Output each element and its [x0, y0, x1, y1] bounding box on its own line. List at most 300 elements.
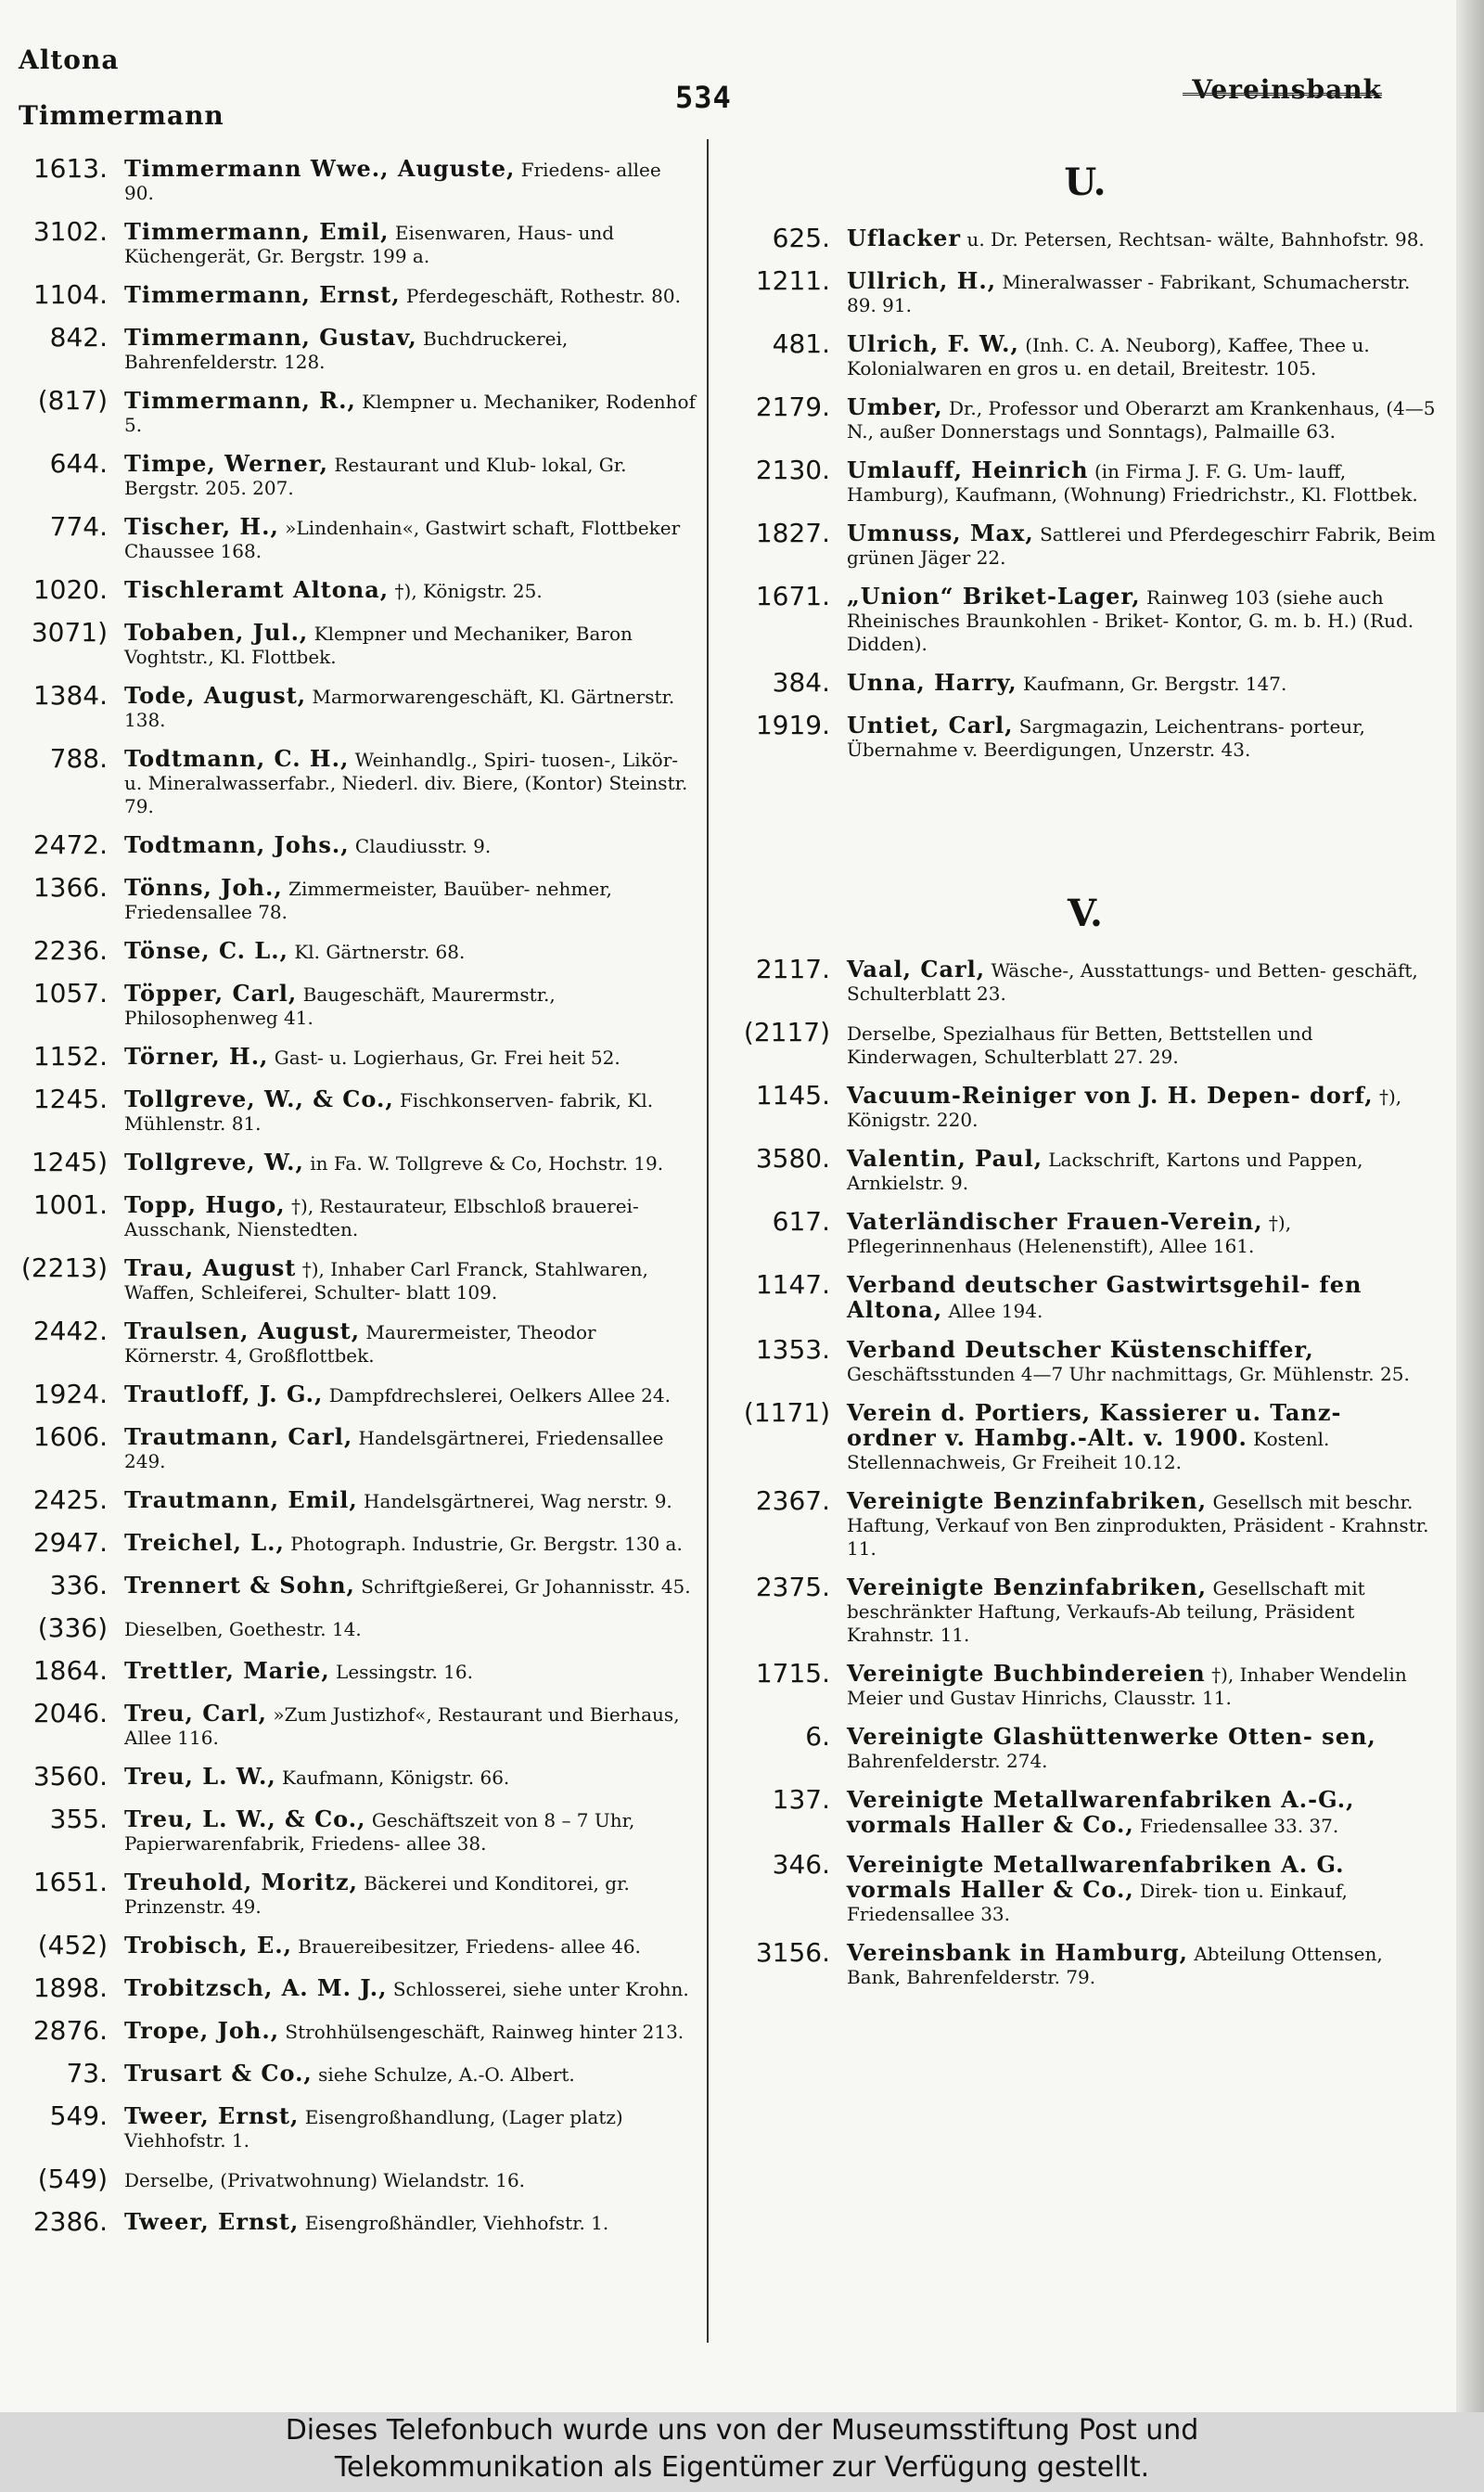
entry-name: Tweer, Ernst,	[124, 2102, 300, 2129]
entry-name: Tischleramt Altona,	[124, 576, 390, 603]
directory-entry	[733, 518, 1438, 570]
phone-number: (452)	[37, 1930, 108, 1960]
entry-name: Tischer, H.,	[124, 513, 279, 540]
entry-text	[124, 1930, 696, 1959]
directory-entry	[19, 1189, 696, 1241]
entry-details: Bäckerei und Konditorei, gr. Prinzenstr. 49.	[124, 1872, 630, 1918]
entry-details: »Zum Justizhof«, Restaurant und Bierhaus, Allee 116.	[124, 1703, 680, 1749]
phone-number: 336.	[49, 1570, 108, 1600]
directory-entry	[19, 1484, 696, 1516]
header-city: Altona	[19, 45, 120, 75]
entry-details: Kaufmann, Gr. Bergstr. 147.	[1017, 673, 1287, 695]
phone-number: 2117.	[755, 954, 830, 984]
phone-number: 2367.	[755, 1485, 830, 1516]
phone-number: 1057.	[32, 978, 108, 1008]
entry-details: Gesellsch mit beschr. Haftung, Verkauf von Ben zinprodukten, Präsident - Krahnstr. 11.	[847, 1491, 1429, 1560]
entry-name: Umlauff, Heinrich	[847, 456, 1089, 483]
entry-text	[124, 574, 696, 603]
directory-entry	[733, 1206, 1438, 1258]
entry-text	[847, 581, 1438, 656]
directory-entry	[19, 617, 696, 669]
page-number: 534	[675, 80, 732, 115]
entry-name: Trobisch, E.,	[124, 1932, 292, 1959]
entry-text	[847, 328, 1438, 380]
header-rule	[1183, 93, 1382, 96]
phone-number: 774.	[49, 511, 108, 542]
entry-name: Vereinigte Metallwarenfabriken A.-G., vormals Haller & Co.,	[847, 1786, 1355, 1838]
entry-details: Maurermeister, Theodor Körnerstr. 4, Großflottbek.	[124, 1321, 596, 1367]
entry-details: †), Restaurateur, Elbschloß brauerei-Ausschank, Nienstedten.	[124, 1195, 639, 1240]
entry-text	[124, 617, 696, 669]
phone-number: 1366.	[32, 872, 108, 903]
directory-entry	[733, 1937, 1438, 1989]
entry-name: Todtmann, Johs.,	[124, 831, 350, 858]
entry-name: Unna, Harry,	[847, 669, 1017, 696]
entry-details: Friedensallee 33. 37.	[1133, 1815, 1339, 1837]
entry-text	[847, 954, 1438, 1006]
phone-number: 1827.	[755, 518, 830, 548]
entry-details: Abteilung Ottensen, Bank, Bahrenfelderstr. 79.	[847, 1943, 1383, 1988]
entry-text	[124, 935, 696, 964]
entry-name: Treu, Carl,	[124, 1700, 267, 1727]
entry-text	[124, 1570, 696, 1599]
phone-number: 549.	[49, 2100, 108, 2131]
entry-text	[124, 1972, 696, 2001]
entry-text	[124, 2015, 696, 2044]
entry-details: Dampfdrechslerei, Oelkers Allee 24.	[323, 1384, 671, 1407]
entry-name: Trautmann, Emil,	[124, 1486, 358, 1513]
phone-number: 481.	[772, 328, 830, 359]
entry-details: Buchdruckerei, Bahrenfelderstr. 128.	[124, 328, 569, 373]
entry-name: Töpper, Carl,	[124, 980, 298, 1007]
entry-name: Vaterländischer Frauen-Verein,	[847, 1208, 1263, 1235]
entry-text	[847, 1397, 1438, 1474]
phone-number: 1671.	[755, 581, 830, 611]
directory-entry	[733, 954, 1438, 1006]
entry-details: Derselbe, (Privatwohnung) Wielandstr. 16.	[124, 2169, 526, 2191]
entry-text	[124, 216, 696, 268]
entry-text	[124, 322, 696, 374]
entry-details: Handelsgärtnerei, Friedensallee 249.	[124, 1427, 664, 1472]
directory-entry	[733, 1485, 1438, 1561]
entry-text	[124, 1527, 696, 1556]
phone-number: 1245)	[31, 1147, 108, 1177]
entry-details: Lackschrift, Kartons und Pappen, Arnkielstr. 9.	[847, 1149, 1363, 1194]
entry-name: Timmermann, R.,	[124, 387, 356, 414]
entry-details: Kl. Gärtnerstr. 68.	[288, 941, 466, 963]
phone-number: 1924.	[32, 1379, 108, 1409]
footer-line-2: Telekommunikation als Eigentümer zur Verfügung gestellt.	[334, 2451, 1150, 2484]
directory-entry	[19, 1804, 696, 1856]
entry-text	[124, 1252, 696, 1304]
entry-details: Baugeschäft, Maurermstr., Philosophenweg 41.	[124, 983, 556, 1029]
directory-entry	[19, 574, 696, 606]
entry-details: †), Inhaber Wendelin Meier und Gustav Hinrichs, Clausstr. 11.	[847, 1663, 1407, 1709]
entry-name: Timmermann Wwe., Auguste,	[124, 155, 516, 182]
phone-number: 6.	[805, 1721, 830, 1752]
section-letter-v: V.	[1068, 892, 1103, 935]
entry-name: Vereinsbank in Hamburg,	[847, 1939, 1188, 1966]
entry-text	[124, 1189, 696, 1241]
phone-number: (549)	[37, 2164, 108, 2194]
entry-details: Pferdegeschäft, Rothestr. 80.	[400, 285, 681, 307]
entry-name: Timmermann, Emil,	[124, 218, 390, 245]
phone-number: (2213)	[20, 1252, 108, 1283]
directory-entry	[733, 667, 1438, 699]
phone-number: 1606.	[32, 1421, 108, 1452]
entry-name: Timmermann, Gustav,	[124, 324, 417, 351]
entry-text	[124, 511, 696, 563]
directory-entry	[19, 511, 696, 563]
left-column	[19, 153, 696, 2249]
phone-number: 1651.	[32, 1867, 108, 1897]
entry-text	[124, 1867, 696, 1919]
directory-entry	[19, 2015, 696, 2047]
phone-number: 2130.	[755, 455, 830, 485]
entry-details: Schriftgießerei, Gr Johannisstr. 45.	[354, 1575, 691, 1598]
entry-text	[124, 153, 696, 205]
phone-number: 3071)	[31, 617, 108, 648]
entry-text	[124, 1316, 696, 1368]
footer-line-1: Dieses Telefonbuch wurde uns von der Museumsstiftung Post und	[285, 2414, 1199, 2447]
entry-details: Schlosserei, siehe unter Krohn.	[387, 1978, 689, 2000]
entry-text	[124, 1379, 696, 1407]
directory-entry	[19, 1655, 696, 1687]
entry-text	[847, 1849, 1438, 1926]
phone-number: 1020.	[32, 574, 108, 605]
entry-text	[847, 1485, 1438, 1561]
entry-text	[847, 1658, 1438, 1710]
entry-details: Geschäftsstunden 4—7 Uhr nachmittags, Gr. Mühlenstr. 25.	[847, 1363, 1410, 1385]
directory-entry	[733, 1017, 1438, 1069]
entry-name: Tollgreve, W., & Co.,	[124, 1085, 394, 1112]
directory-entry	[733, 1572, 1438, 1647]
phone-number: 1384.	[32, 680, 108, 711]
entry-details: Zimmermeister, Bauüber- nehmer, Friedensallee 78.	[124, 878, 612, 923]
entry-text	[847, 667, 1438, 696]
phone-number: 73.	[66, 2058, 108, 2088]
phone-number: 2442.	[32, 1316, 108, 1346]
entry-text	[124, 680, 696, 732]
directory-entry	[733, 1721, 1438, 1773]
entry-text	[124, 1761, 696, 1790]
phone-number: 1715.	[755, 1658, 830, 1689]
section-letter-u: U.	[1064, 161, 1107, 204]
directory-entry	[19, 322, 696, 374]
entry-text	[847, 1572, 1438, 1647]
entry-details: Direk- tion u. Einkauf, Friedensallee 33.	[847, 1880, 1348, 1925]
entry-name: Tode, August,	[124, 682, 307, 709]
entry-text	[847, 265, 1438, 317]
directory-entry	[733, 455, 1438, 507]
phone-number: 1211.	[755, 265, 830, 296]
phone-number: 2947.	[32, 1527, 108, 1558]
entry-details: Kaufmann, Königstr. 66.	[275, 1766, 510, 1789]
directory-entry	[733, 1784, 1438, 1838]
directory-entry	[733, 1269, 1438, 1323]
entry-name: Timpe, Werner,	[124, 450, 329, 477]
directory-entry	[733, 710, 1438, 762]
phone-number: 355.	[49, 1804, 108, 1834]
phone-number: 3156.	[755, 1937, 830, 1968]
phone-number: 1353.	[755, 1334, 830, 1365]
entry-text	[847, 518, 1438, 570]
entry-name: Treichel, L.,	[124, 1529, 285, 1556]
entry-text	[847, 1017, 1438, 1069]
entry-text	[124, 1612, 696, 1641]
entry-name: Tweer, Ernst,	[124, 2208, 300, 2235]
entry-text	[124, 978, 696, 1030]
directory-entry	[19, 1527, 696, 1559]
entry-text	[847, 710, 1438, 762]
directory-entry	[19, 872, 696, 924]
entry-details: Dieselben, Goethestr. 14.	[124, 1618, 362, 1640]
entry-text	[847, 223, 1438, 251]
entry-details: Weinhandlg., Spiri- tuosen-, Likör- u. Mineralwasserfabr., Niederl. div. Biere, (Kontor) Steinstr. 79.	[124, 749, 688, 817]
phone-number: (1171)	[743, 1397, 830, 1428]
entry-name: „Union“ Briket-Lager,	[847, 583, 1141, 610]
entry-name: Treuhold, Moritz,	[124, 1869, 358, 1895]
entry-text	[124, 872, 696, 924]
entry-details: Fischkonserven- fabrik, Kl. Mühlenstr. 81.	[124, 1089, 654, 1135]
directory-entry	[19, 829, 696, 861]
entry-text	[124, 1484, 696, 1513]
phone-number: 1864.	[32, 1655, 108, 1686]
phone-number: 2046.	[32, 1698, 108, 1728]
right-column	[733, 153, 1438, 2000]
entry-details: (in Firma J. F. G. Um- lauff, Hamburg), Kaufmann, (Wohnung) Friedrichstr., Kl. Flottbek.	[847, 460, 1418, 506]
entry-text	[124, 2100, 696, 2152]
entry-name: Verband deutscher Gastwirtsgehil- fen Altona,	[847, 1271, 1362, 1323]
entry-name: Trobitzsch, A. M. J.,	[124, 1974, 388, 2001]
entry-name: Ulrich, F. W.,	[847, 330, 1019, 357]
entry-text	[124, 1041, 696, 1070]
entry-name: Uflacker	[847, 225, 962, 251]
entry-details: in Fa. W. Tollgreve & Co, Hochstr. 19.	[303, 1152, 664, 1175]
entry-details: u. Dr. Petersen, Rechtsan- wälte, Bahnhofstr. 98.	[961, 228, 1425, 250]
entry-text	[124, 448, 696, 500]
entry-name: Trope, Joh.,	[124, 2017, 280, 2044]
entry-details: Lessingstr. 16.	[329, 1661, 473, 1683]
directory-entry	[19, 1867, 696, 1919]
directory-entry	[19, 2100, 696, 2152]
directory-entry	[19, 448, 696, 500]
directory-entry	[19, 1698, 696, 1750]
phone-number: 1919.	[755, 710, 830, 740]
directory-entry	[19, 1570, 696, 1601]
entry-details: (Inh. C. A. Neuborg), Kaffee, Thee u. Kolonialwaren en gros u. en detail, Breitestr. 105.	[847, 334, 1370, 379]
directory-entry	[19, 978, 696, 1030]
entry-text	[847, 1937, 1438, 1989]
entry-details: †), Inhaber Carl Franck, Stahlwaren, Waffen, Schleiferei, Schulter- blatt 109.	[124, 1258, 648, 1304]
phone-number: 1145.	[755, 1080, 830, 1111]
entry-details: Eisenwaren, Haus- und Küchengerät, Gr. Bergstr. 199 a.	[124, 222, 615, 267]
directory-entry	[19, 680, 696, 732]
entry-details: Photograph. Industrie, Gr. Bergstr. 130 a.	[284, 1533, 683, 1555]
entry-text	[124, 743, 696, 818]
entry-details: Gast- u. Logierhaus, Gr. Frei heit 52.	[268, 1047, 620, 1069]
entry-text	[847, 1721, 1438, 1773]
entry-text	[124, 829, 696, 858]
phone-number: 1898.	[32, 1972, 108, 2003]
directory-entry	[19, 1041, 696, 1073]
directory-entry	[733, 1334, 1438, 1386]
phone-number: 1245.	[32, 1084, 108, 1114]
phone-number: 2425.	[32, 1484, 108, 1515]
entry-details: Marmorwarengeschäft, Kl. Gärtnerstr. 138.	[124, 686, 675, 731]
directory-entry	[733, 1658, 1438, 1710]
entry-text	[847, 1334, 1438, 1386]
phone-number: 1001.	[32, 1189, 108, 1220]
entry-text	[847, 1080, 1438, 1132]
entry-details: †), Pflegerinnenhaus (Helenenstift), Allee 161.	[847, 1212, 1292, 1257]
directory-entry	[733, 581, 1438, 656]
entry-text	[847, 1206, 1438, 1258]
entry-details: Strohhülsengeschäft, Rainweg hinter 213.	[279, 2021, 684, 2043]
entry-details: Bahrenfelderstr. 274.	[847, 1750, 1048, 1772]
entry-text	[847, 1269, 1438, 1323]
entry-details: †), Königstr. 25.	[389, 580, 543, 602]
directory-entry	[19, 279, 696, 311]
entry-name: Trennert & Sohn,	[124, 1572, 355, 1599]
entry-name: Vaal, Carl,	[847, 956, 986, 983]
phone-number: 2236.	[32, 935, 108, 966]
phone-number: 788.	[49, 743, 108, 774]
entry-text	[124, 1698, 696, 1750]
entry-text	[847, 1143, 1438, 1195]
entry-text	[124, 1084, 696, 1136]
entry-details: Gesellschaft mit beschränkter Haftung, Verkaufs-Ab teilung, Präsident Krahnstr. 11.	[847, 1577, 1365, 1646]
entry-text	[847, 1784, 1438, 1838]
entry-name: Tollgreve, W.,	[124, 1149, 304, 1175]
entry-details: Rainweg 103 (siehe auch Rheinisches Braunkohlen - Briket- Kontor, G. m. b. H.) (Rud. Didden).	[847, 586, 1414, 655]
entry-details: Klempner und Mechaniker, Baron Voghtstr., Kl. Flottbek.	[124, 623, 633, 668]
directory-entry	[19, 216, 696, 268]
entry-text	[124, 385, 696, 437]
directory-entry	[733, 1143, 1438, 1195]
directory-entry	[19, 1761, 696, 1792]
entry-text	[847, 392, 1438, 443]
entry-name: Trusart & Co.,	[124, 2060, 313, 2087]
entry-text	[847, 455, 1438, 507]
directory-entry	[19, 1612, 696, 1644]
entry-details: Friedens- allee 90.	[124, 159, 661, 204]
entry-name: Verband Deutscher Küstenschiffer,	[847, 1336, 1314, 1363]
directory-entry	[19, 2164, 696, 2195]
entry-name: Vereinigte Buchbindereien	[847, 1660, 1206, 1687]
entry-name: Vereinigte Glashüttenwerke Otten- sen,	[847, 1723, 1376, 1750]
entry-name: Ullrich, H.,	[847, 267, 997, 294]
entry-name: Vereinigte Metallwarenfabriken A. G. vormals Haller & Co.,	[847, 1851, 1345, 1903]
entry-name: Treu, L. W.,	[124, 1763, 276, 1790]
header-first-entry: Timmermann	[19, 100, 224, 131]
entry-details: Kostenl. Stellennachweis, Gr Freiheit 10.12.	[847, 1428, 1330, 1473]
entry-text	[124, 2206, 696, 2235]
entry-details: Dr., Professor und Oberarzt am Krankenhaus, (4—5 N., außer Donnerstags und Sonntags), Palmaille 63.	[847, 397, 1436, 443]
entry-name: Topp, Hugo,	[124, 1191, 286, 1218]
entry-details: »Lindenhain«, Gastwirt schaft, Flottbeker Chaussee 168.	[124, 517, 681, 562]
entry-text	[124, 279, 696, 308]
directory-entry	[19, 385, 696, 437]
entry-text	[124, 1655, 696, 1684]
page-edge-shadow	[1456, 0, 1484, 2412]
phone-number: 3560.	[32, 1761, 108, 1792]
phone-number: 2876.	[32, 2015, 108, 2046]
directory-entry	[733, 1397, 1438, 1474]
phone-number: 137.	[772, 1784, 830, 1815]
entry-name: Umnuss, Max,	[847, 520, 1034, 546]
directory-entry	[733, 265, 1438, 317]
entry-details: Sattlerei und Pferdegeschirr Fabrik, Beim grünen Jäger 22.	[847, 523, 1436, 569]
entry-name: Untiet, Carl,	[847, 712, 1014, 739]
entry-name: Tobaben, Jul.,	[124, 619, 309, 646]
directory-entry	[19, 1972, 696, 2004]
entry-name: Timmermann, Ernst,	[124, 281, 401, 308]
phone-number: 3580.	[755, 1143, 830, 1174]
entry-details: Eisengroßhändler, Viehhofstr. 1.	[299, 2212, 609, 2234]
directory-entry	[19, 1930, 696, 1961]
phone-number: (336)	[37, 1612, 108, 1643]
entry-name: Valentin, Paul,	[847, 1145, 1043, 1172]
directory-entry	[19, 1084, 696, 1136]
directory-entry	[733, 1849, 1438, 1926]
phone-number: 1104.	[32, 279, 108, 310]
entry-details: Brauereibesitzer, Friedens- allee 46.	[291, 1935, 641, 1958]
phone-number: 1152.	[32, 1041, 108, 1072]
phone-number: 2386.	[32, 2206, 108, 2237]
entry-name: Trautmann, Carl,	[124, 1423, 353, 1450]
phone-number: 384.	[772, 667, 830, 698]
entry-details: †), Königstr. 220.	[847, 1085, 1402, 1131]
directory-entry	[19, 935, 696, 967]
entry-details: Claudiusstr. 9.	[349, 835, 492, 857]
entry-name: Trautloff, J. G.,	[124, 1381, 324, 1407]
entry-name: Verein d. Portiers, Kassierer u. Tanz- ordner v. Hambg.-Alt. v. 1900.	[847, 1399, 1342, 1451]
entry-details: Klempner u. Mechaniker, Rodenhof 5.	[124, 391, 696, 436]
phone-number: 1613.	[32, 153, 108, 184]
entry-details: Eisengroßhandlung, (Lager platz) Viehhofstr. 1.	[124, 2106, 623, 2152]
entry-details: Wäsche-, Ausstattungs- und Betten- geschäft, Schulterblatt 23.	[847, 959, 1418, 1005]
entry-details: Allee 194.	[942, 1300, 1043, 1322]
entry-text	[124, 1804, 696, 1856]
section-v-entries	[733, 954, 1438, 1989]
header-last-entry: Vereinsbank	[1192, 74, 1382, 105]
entry-details: Sargmagazin, Leichentrans- porteur, Übernahme v. Beerdigungen, Unzerstr. 43.	[847, 715, 1365, 761]
entry-name: Trau, August	[124, 1254, 297, 1281]
entry-name: Treu, L. W., & Co.,	[124, 1805, 366, 1832]
entry-name: Vereinigte Benzinfabriken,	[847, 1574, 1208, 1600]
directory-entry	[733, 1080, 1438, 1132]
phone-number: 346.	[772, 1849, 830, 1880]
entry-name: Traulsen, August,	[124, 1317, 361, 1344]
entry-name: Umber,	[847, 393, 943, 420]
entry-name: Todtmann, C. H.,	[124, 745, 350, 772]
directory-entry	[733, 392, 1438, 443]
entry-text	[124, 1147, 696, 1175]
footer-notice	[0, 2412, 1484, 2492]
phone-number: 2179.	[755, 392, 830, 422]
directory-entry	[19, 1379, 696, 1410]
phone-number: 644.	[49, 448, 108, 479]
directory-entry	[19, 1316, 696, 1368]
entry-name: Vereinigte Benzinfabriken,	[847, 1487, 1208, 1514]
entry-name: Vacuum-Reiniger von J. H. Depen- dorf,	[847, 1082, 1374, 1109]
entry-details: Handelsgärtnerei, Wag nerstr. 9.	[357, 1490, 672, 1512]
entry-name: Törner, H.,	[124, 1043, 269, 1070]
phone-number: 617.	[772, 1206, 830, 1237]
entry-details: Derselbe, Spezialhaus für Betten, Bettstellen und Kinderwagen, Schulterblatt 27. 29.	[847, 1022, 1313, 1068]
directory-entry	[733, 223, 1438, 254]
